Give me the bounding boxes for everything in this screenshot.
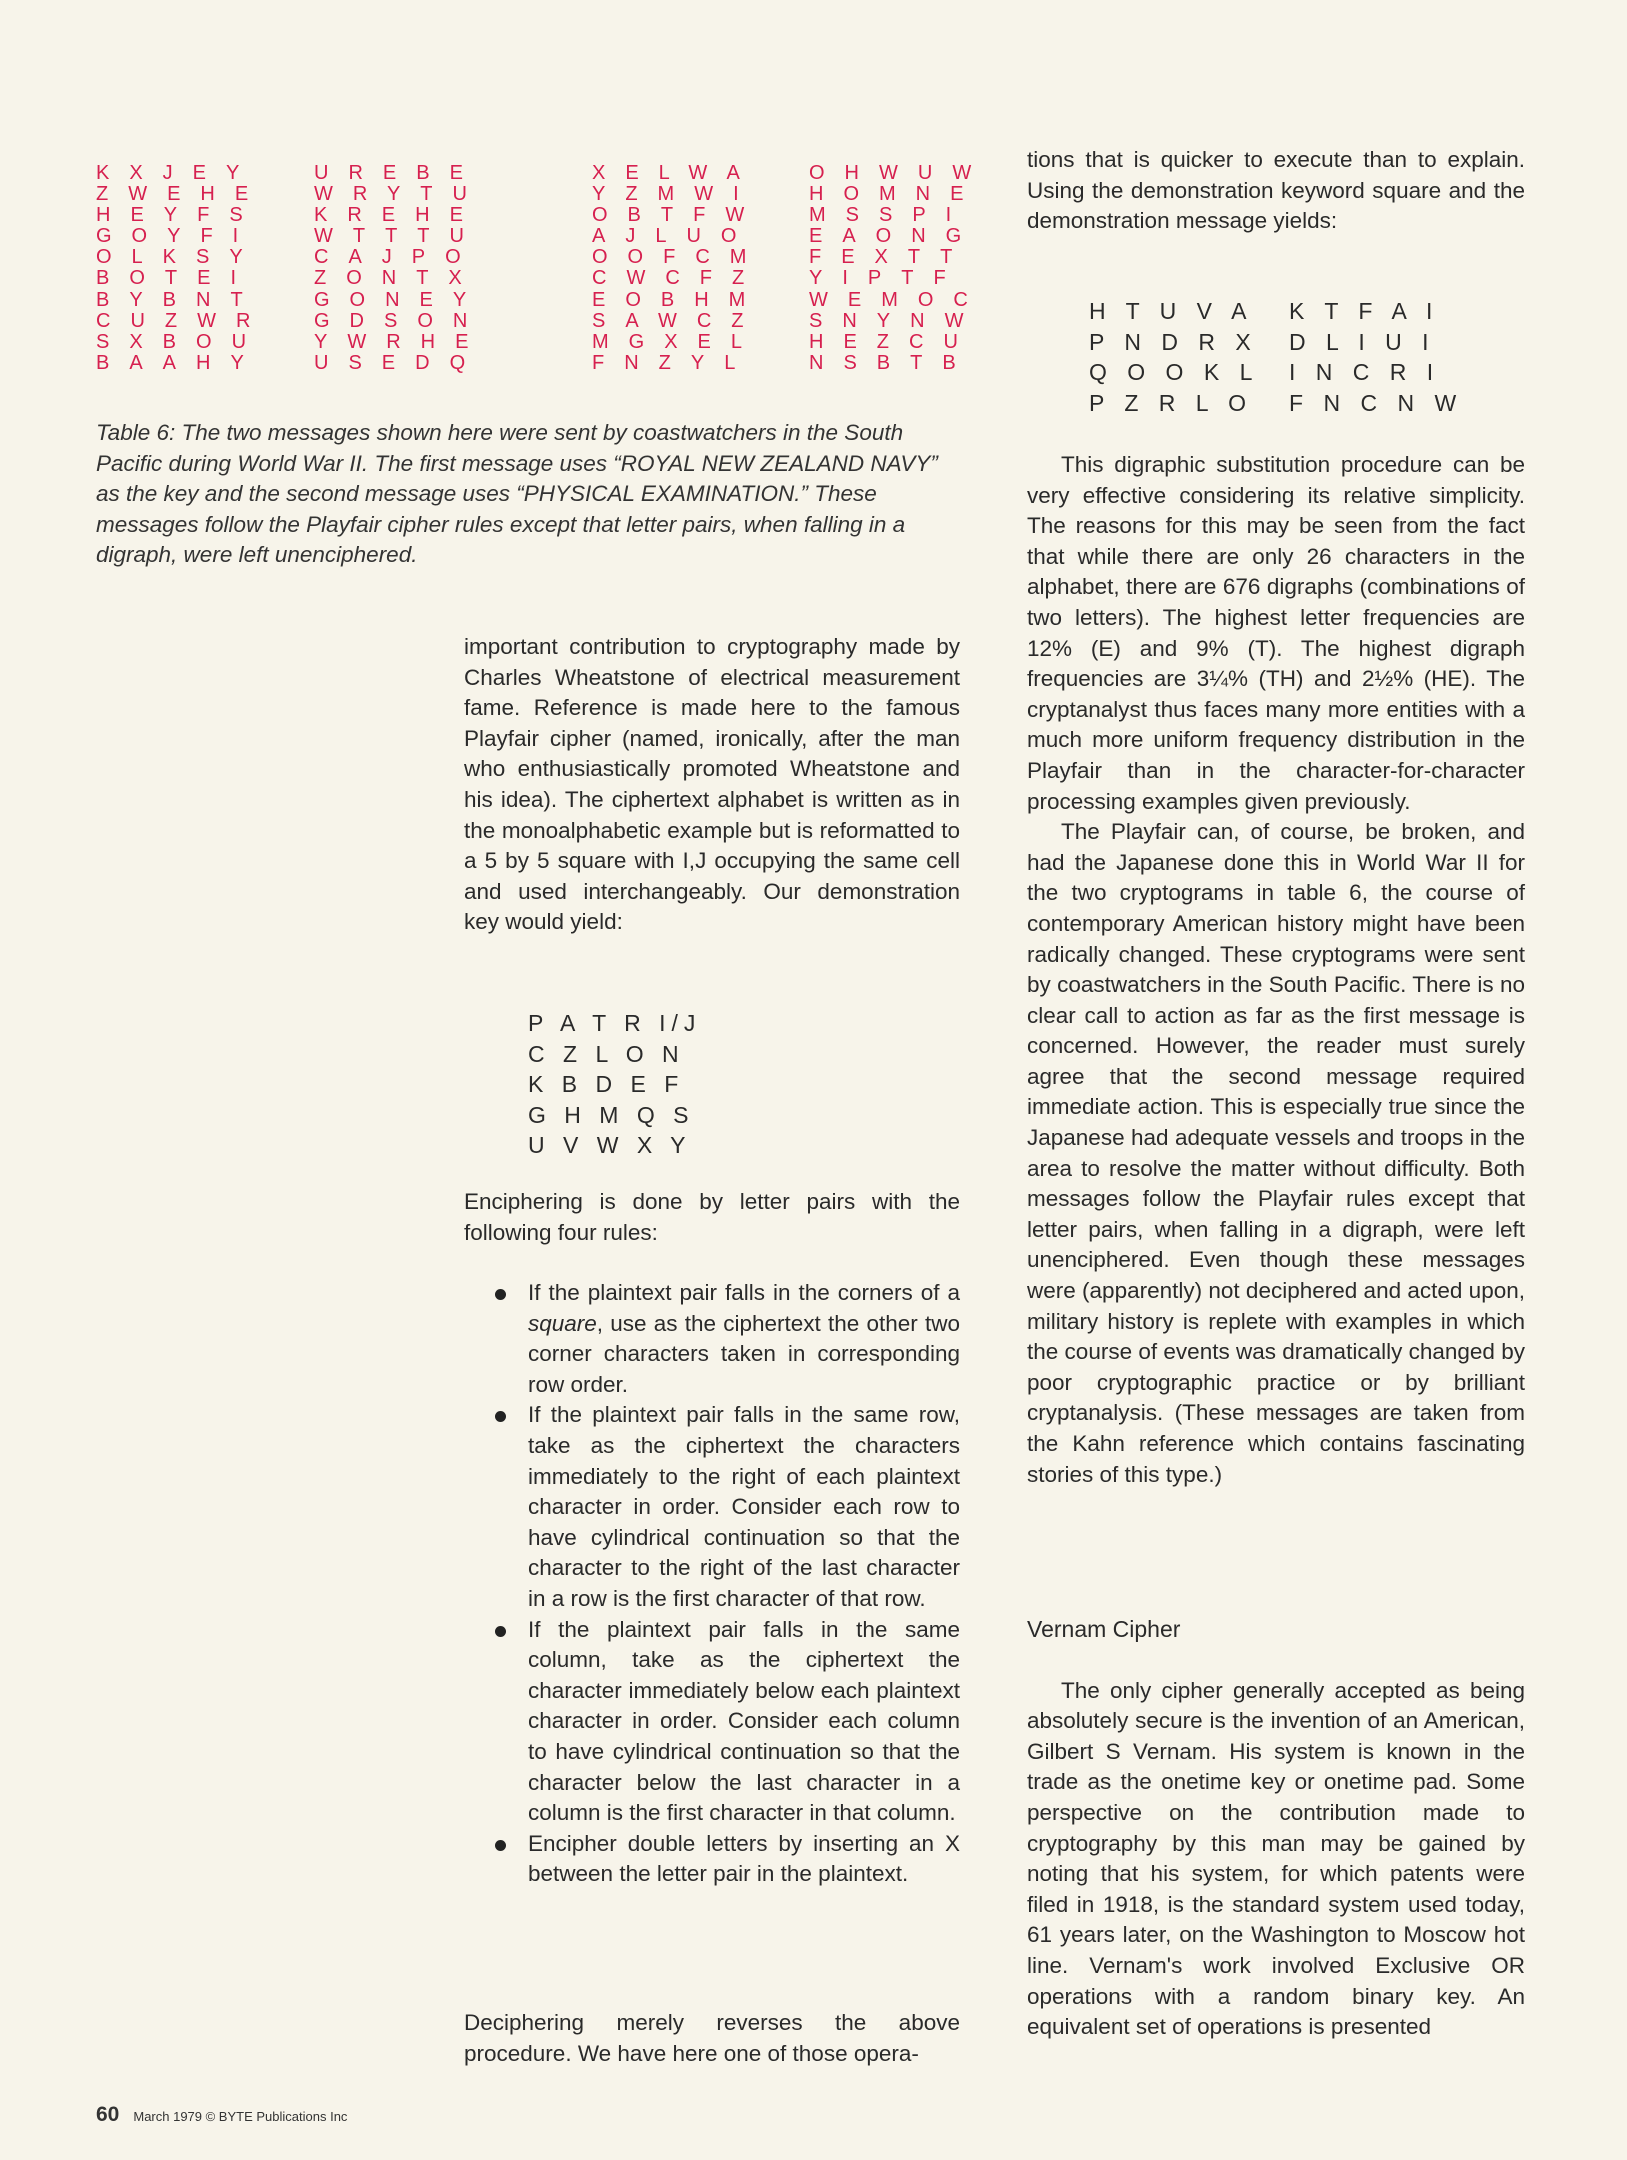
table-row: D L I U I — [1289, 328, 1436, 355]
cipher-row: WRYTU — [314, 183, 487, 206]
paragraph: The only cipher generally accepted as being absolutely secure is the invention of an American, Gilbert S Vernam. His system is known in the trade as the onetime key or onetime pad. Some perspective on the contribution made to cryptography by this man may be gained by noting that his system, for which patents were filed in 1918, is the standard system used today, 61 years later, on the Washington to Moscow hot line. Vernam's work involved Exclusive OR operations with a random binary key. An equivalent set of operations is presented — [1027, 1677, 1525, 2040]
cipher-row: OBTFW — [592, 204, 765, 227]
cipher-row: CUZWR — [96, 309, 271, 332]
cipher-row: OHWUW — [809, 162, 992, 184]
cipher-row: BYBNT — [96, 288, 263, 311]
table-row: P Z R L O — [1089, 389, 1253, 416]
cipher-row: SAWCZ — [592, 309, 764, 332]
rule-item — [464, 1278, 960, 1400]
cipher-row: WTTTU — [314, 225, 484, 248]
cipher-row: HEZCU — [809, 330, 978, 353]
paragraph: tions that is quicker to execute than to explain. Using the demonstration keyword square and the demonstration message yields: — [1027, 147, 1525, 234]
cipher-block-2 — [314, 163, 488, 374]
playfair-square — [528, 1008, 701, 1161]
table-row: I N C R I — [1289, 359, 1441, 386]
cipher-row: USEDQ — [314, 351, 486, 374]
rule-emphasis: square — [528, 1310, 597, 1336]
cipher-row: GOYFI — [96, 225, 259, 248]
square-row: P A T R I/J — [528, 1010, 702, 1036]
cipher-row: SXBOU — [96, 330, 267, 353]
cipher-block-3 — [592, 163, 766, 374]
plaintext-table — [1089, 296, 1259, 418]
square-row: K B D E F — [528, 1071, 685, 1098]
cipher-block-4 — [809, 163, 991, 374]
bullet-icon — [495, 1626, 506, 1637]
table-row: Q O O K L — [1089, 359, 1260, 386]
cipher-row: KREHE — [314, 204, 483, 227]
cipher-row: OOFCM — [592, 246, 767, 269]
rule-text: , use as the ciphertext the other two corner characters taken in corresponding row order. — [528, 1310, 960, 1397]
cipher-row: MSSPI — [809, 204, 972, 227]
cipher-block-1 — [96, 163, 270, 374]
cipher-row: UREBE — [314, 162, 483, 184]
rule-text: Encipher double letters by inserting an X between the letter pair in the plaintext. — [528, 1830, 960, 1887]
cipher-row: AJLUO — [592, 225, 757, 248]
cipher-row: NSBTB — [809, 351, 976, 374]
rule-item — [464, 1829, 960, 1890]
cipher-row: CWCFZ — [592, 267, 765, 290]
cipher-row: EAONG — [809, 225, 982, 248]
rule-text: If the plaintext pair falls in the same column, take as the ciphertext the character immediately below each plaintext character in order. Consider each column to have cylindrical continuation so that the character below the last character in a column is the first character in that column. — [528, 1616, 960, 1826]
cipher-row: YIPTF — [809, 267, 966, 290]
cipher-row: SNYNW — [809, 309, 984, 332]
square-row: G H M Q S — [528, 1101, 695, 1128]
square-row: U V W X Y — [528, 1132, 692, 1159]
cipher-row: EOBHM — [592, 288, 766, 311]
cipher-row: HOMNE — [809, 183, 984, 206]
right-paragraphs — [1027, 450, 1525, 1490]
vernam-section — [1027, 1614, 1525, 2043]
bullet-icon — [495, 1289, 506, 1300]
table-row: H T U V A — [1089, 298, 1254, 324]
paragraph: This digraphic substitution procedure can be very effective considering its relative simplicity. The reasons for this may be seen from the fact that while there are only 26 characters in the alphabet, there are 676 digraphs (combinations of two letters). The highest letter frequencies are 12% (E) and 9% (T). The highest digraph frequencies are 3¼% (TH) and 2½% (HE). The cryptanalyst thus faces many more entities with a much more uniform frequency distribution in the Playfair than in the character-for-character processing examples given previously. — [1027, 452, 1525, 814]
footer-credit: March 1979 © BYTE Publications Inc — [133, 2109, 348, 2124]
middle-paragraph-2 — [464, 1187, 960, 1248]
table-row: P N D R X — [1089, 328, 1258, 355]
table-caption: Table 6: The two messages shown here were sent by coastwatchers in the South Pacific during World War II. The first message uses “ROYAL NEW ZEALAND NAVY” as the key and the second message uses “PHYSICAL EXAMINATION.” These messages follow the Playfair cipher rules except that letter pairs, when falling in a digraph, were left unenciphered. — [96, 420, 938, 567]
cipher-row: BOTEI — [96, 267, 257, 290]
rules-list — [464, 1278, 960, 1890]
cipher-row: ZWEHE — [96, 183, 269, 206]
cipher-row: HEYFS — [96, 204, 263, 227]
cipher-row: MGXEL — [592, 330, 763, 353]
ciphertext-table — [1289, 296, 1463, 418]
square-row: C Z L O N — [528, 1040, 685, 1067]
rule-item — [464, 1400, 960, 1614]
cipher-row: KXJEY — [96, 162, 260, 184]
cipher-row: ZONTX — [314, 267, 482, 290]
cipher-row: BAAHY — [96, 351, 264, 374]
cipher-row: YWRHE — [314, 330, 489, 353]
cipher-row: XELWA — [592, 162, 760, 184]
paragraph: Enciphering is done by letter pairs with the following four rules: — [464, 1189, 960, 1245]
paragraph: The Playfair can, of course, be broken, and had the Japanese done this in World War II for the two cryptograms in table 6, the course of contemporary American history might have been radically changed. These cryptograms were sent by coastwatchers in the South Pacific. There is no clear call to action as far as the first message is concerned. However, the reader must surely agree that the second message required immediate action. This is especially true since the Japanese had adequate vessels and troops in the area to resolve the matter without difficulty. Both messages follow the Playfair rules except that letter pairs, when falling in a digraph, were left unenciphered. Even though these messages were (apparently) not deciphered and acted upon, military history is replete with examples in which the course of events was dramatically changed by poor cryptographic practice or by brilliant cryptanalysis. (These messages are taken from the Kahn reference which contains fascinating stories of this type.) — [1027, 819, 1525, 1487]
rule-text: If the plaintext pair falls in the corners of a — [528, 1280, 960, 1305]
paragraph: important contribution to cryptography made by Charles Wheatstone of electrical measurement fame. Reference is made here to the famous Playfair cipher (named, ironically, after the man who enthusiastically promoted Wheatstone and his idea). The ciphertext alphabet is written as in the monoalphabetic example but is reformatted to a 5 by 5 square with I,J occupying the same cell and used interchangeably. Our demonstration key would yield: — [464, 634, 960, 935]
page-footer — [96, 2103, 347, 2127]
table-row: K T F A I — [1289, 298, 1440, 324]
cipher-row: FEXTT — [809, 246, 973, 269]
cipher-row: YZMWI — [592, 183, 759, 206]
rule-text: If the plaintext pair falls in the same row, take as the ciphertext the characters immediately to the right of each plaintext character in order. Consider each row to have cylindrical continuation so that the character to the right of the last character in a row is the first character of that row. — [528, 1402, 960, 1611]
table-row: F N C N W — [1289, 389, 1464, 416]
middle-paragraph-1 — [464, 632, 960, 938]
cipher-row: CAJPO — [314, 246, 481, 269]
cipher-row: GONEY — [314, 288, 487, 311]
section-heading: Vernam Cipher — [1027, 1616, 1181, 1642]
bullet-icon — [495, 1840, 506, 1851]
page-number: 60 — [96, 2103, 120, 2126]
cipher-row: WEMOC — [809, 288, 988, 311]
paragraph: Deciphering merely reverses the above procedure. We have here one of those opera- — [464, 2010, 960, 2066]
cipher-row: FNZYL — [592, 351, 756, 374]
bullet-icon — [495, 1411, 506, 1422]
rule-item — [464, 1615, 960, 1829]
middle-paragraph-3 — [464, 2008, 960, 2069]
cipher-row: GDSON — [314, 309, 488, 332]
right-paragraph-0 — [1027, 145, 1525, 237]
cipher-row: OLKSY — [96, 246, 263, 269]
